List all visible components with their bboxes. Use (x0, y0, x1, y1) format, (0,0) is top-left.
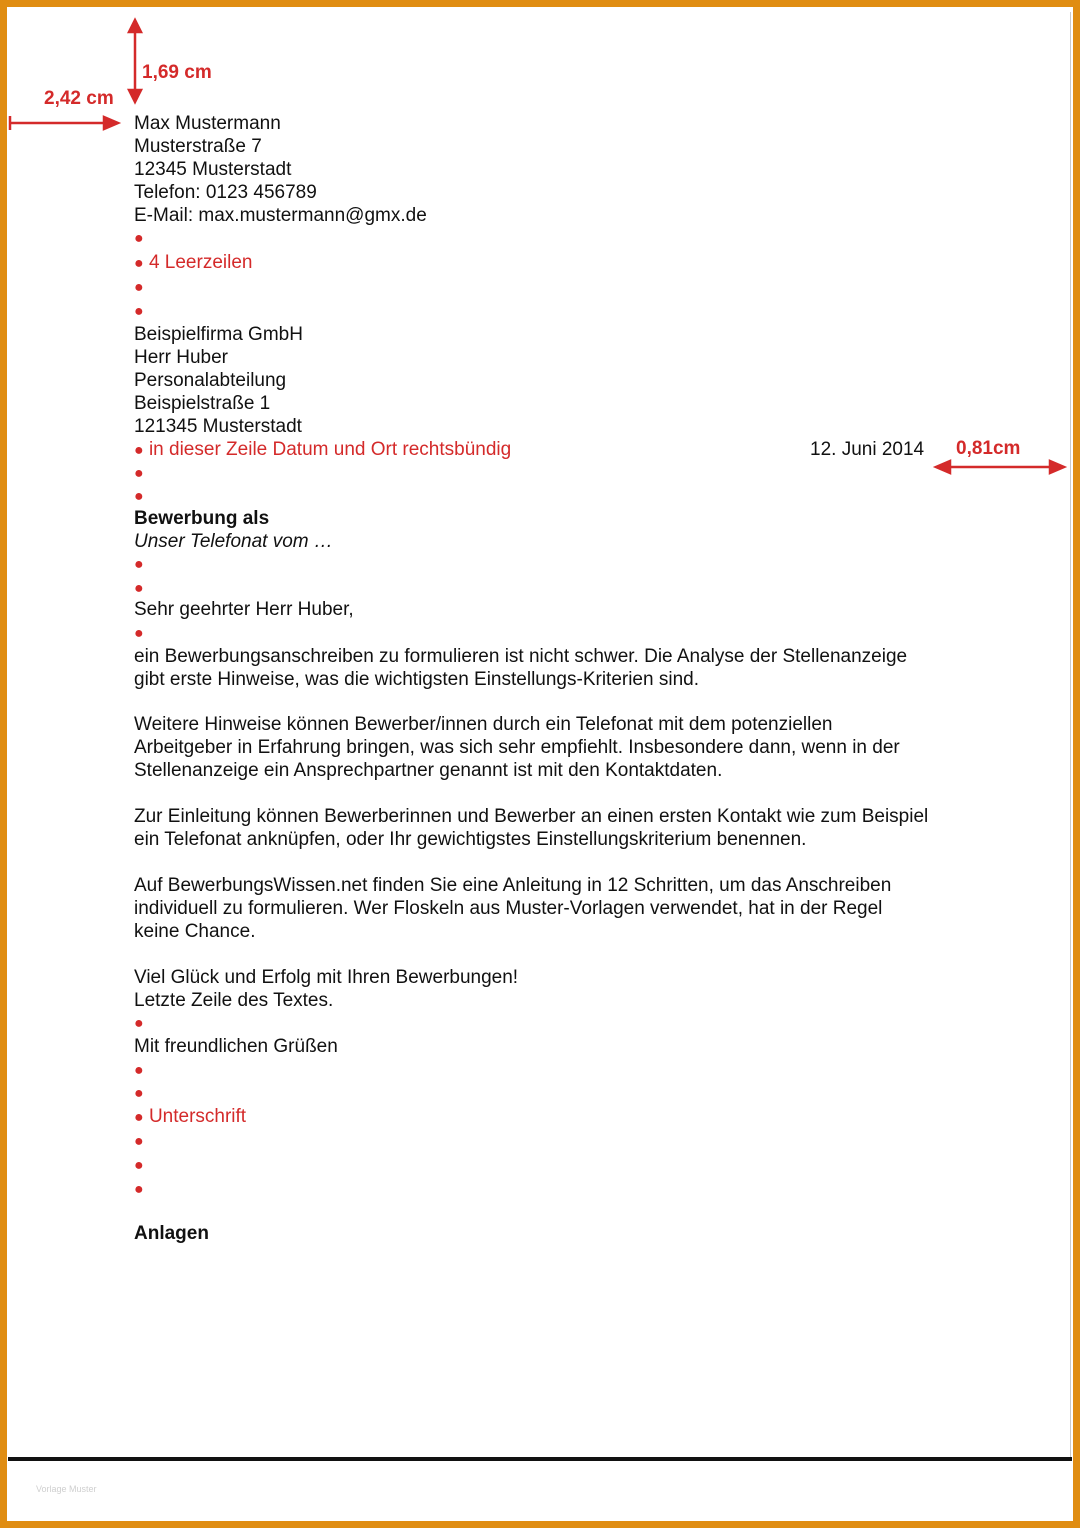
blank-line-marker: ● (134, 580, 144, 597)
sender-phone: Telefon: 0123 456789 (134, 182, 317, 203)
signature-annotation (134, 1105, 246, 1129)
body-line: Letzte Zeile des Textes. (134, 990, 334, 1011)
left-margin-label: 2,42 cm (44, 88, 114, 109)
letter-date: 12. Juni 2014 (810, 439, 925, 460)
body-line: Stellenanzeige ein Ansprechpartner genannt ist mit den Kontaktdaten. (134, 760, 723, 781)
body-line: Zur Einleitung können Bewerberinnen und Bewerber an einen ersten Kontakt wie zum Beispiel (134, 806, 929, 827)
blank-lines-annotation (134, 251, 252, 275)
blank-line-marker: ● (134, 279, 144, 296)
blank-line-marker: ● (134, 556, 144, 573)
blank-line-marker: ● (134, 255, 144, 272)
sender-name: Max Mustermann (134, 113, 281, 134)
body-line: ein Telefonat anknüpfen, oder Ihr gewichtigstes Einstellungskriterium benennen. (134, 829, 807, 850)
blank-line-marker: ● (134, 1157, 144, 1174)
body-line: individuell zu formulieren. Wer Floskeln aus Muster-Vorlagen verwendet, hat in der Regel (134, 898, 883, 919)
blank-line-marker: ● (134, 1109, 144, 1126)
body-line: Weitere Hinweise können Bewerber/innen durch ein Telefonat mit dem potenziellen (134, 714, 833, 735)
blank-line-marker: ● (134, 303, 144, 320)
salutation: Sehr geehrter Herr Huber, (134, 599, 354, 620)
recipient-city: 121345 Musterstadt (134, 416, 302, 437)
recipient-person: Herr Huber (134, 347, 228, 368)
blank-line-marker: ● (134, 1133, 144, 1150)
recipient-department: Personalabteilung (134, 370, 287, 391)
recipient-street: Beispielstraße 1 (134, 393, 271, 414)
subject-reference: Unser Telefonat vom … (134, 531, 333, 552)
recipient-company: Beispielfirma GmbH (134, 324, 303, 345)
body-line: gibt erste Hinweise, was die wichtigsten Einstellungs-Kriterien sind. (134, 669, 699, 690)
body-line: keine Chance. (134, 921, 256, 942)
date-line-annotation (134, 438, 511, 462)
blank-line-marker: ● (134, 465, 144, 482)
sender-street: Musterstraße 7 (134, 136, 262, 157)
right-margin-label: 0,81cm (956, 438, 1021, 459)
date-line-hint: in dieser Zeile Datum und Ort rechtsbündig (148, 439, 512, 460)
top-margin-label: 1,69 cm (142, 62, 212, 83)
subject-title: Bewerbung als (134, 508, 270, 529)
closing: Mit freundlichen Grüßen (134, 1036, 338, 1057)
blank-line-marker: ● (134, 1085, 144, 1102)
attachments-label: Anlagen (134, 1223, 209, 1244)
blank-line-marker: ● (134, 625, 144, 642)
blank-line-marker: ● (134, 1015, 144, 1032)
body-line: ein Bewerbungsanschreiben zu formulieren ist nicht schwer. Die Analyse der Stellenanzeige (134, 646, 908, 667)
sender-city: 12345 Musterstadt (134, 159, 292, 180)
blank-line-marker: ● (134, 230, 144, 247)
signature-label: Unterschrift (148, 1106, 247, 1127)
body-line: Viel Glück und Erfolg mit Ihren Bewerbungen! (134, 967, 519, 988)
blank-line-marker: ● (134, 442, 144, 459)
body-line: Auf BewerbungsWissen.net finden Sie eine Anleitung in 12 Schritten, um das Anschreiben (134, 875, 892, 896)
blank-lines-label: 4 Leerzeilen (148, 252, 253, 273)
bottom-rule (8, 1457, 1072, 1461)
blank-line-marker: ● (134, 1062, 144, 1079)
footer-watermark: Vorlage Muster (36, 1484, 97, 1494)
blank-line-marker: ● (134, 488, 144, 505)
blank-line-marker: ● (134, 1181, 144, 1198)
sender-email: E-Mail: max.mustermann@gmx.de (134, 205, 427, 226)
body-line: Arbeitgeber in Erfahrung bringen, was sich sehr empfiehlt. Insbesondere dann, wenn in der (134, 737, 900, 758)
